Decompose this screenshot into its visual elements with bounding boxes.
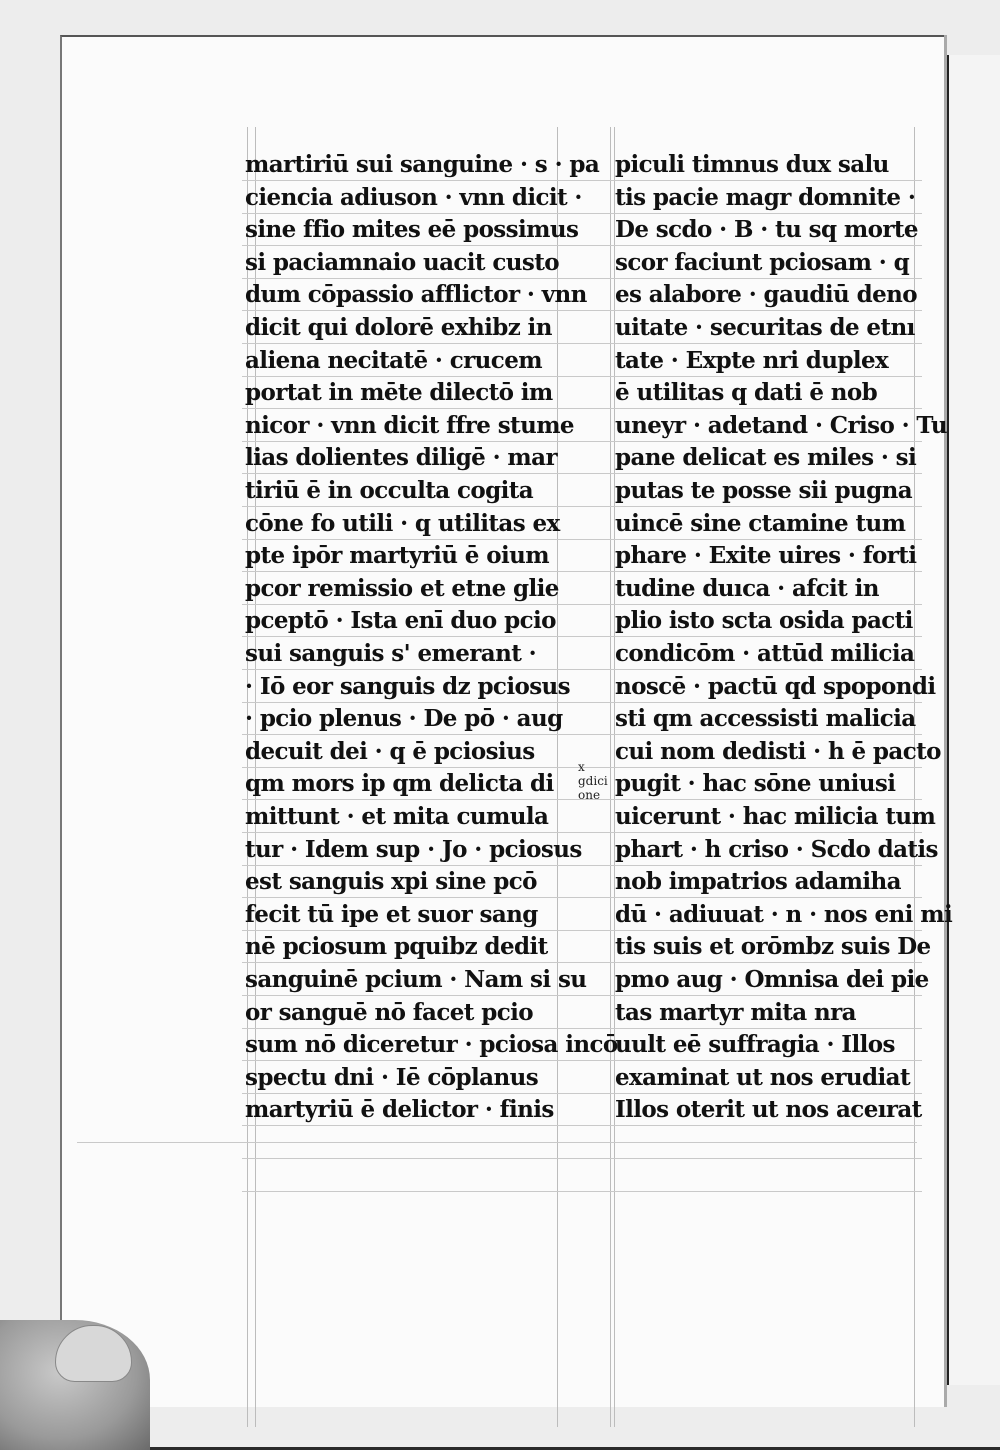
ruling-line-horizontal <box>242 1028 922 1029</box>
manuscript-line: lias dolientes diligē · mar <box>245 444 557 472</box>
manuscript-line: pte ipōr martyriū ē oium <box>245 542 549 570</box>
manuscript-line: condicōm · attūd milicia <box>615 640 915 667</box>
ruling-line-horizontal <box>242 669 922 670</box>
manuscript-line: dum cōpassio afflictor · vnn <box>245 281 587 309</box>
manuscript-line: dicit qui dolorē exhibz in <box>245 314 552 341</box>
ruling-line-horizontal <box>242 310 922 311</box>
manuscript-line: uicerunt · hac milicia tum <box>615 803 936 830</box>
manuscript-line: decuit dei · q ē pciosius <box>245 737 535 765</box>
manuscript-line: scor faciunt pciosam · q <box>615 248 910 276</box>
manuscript-line: nē pciosum pquibz dedit <box>245 933 548 961</box>
manuscript-line: phart · h criso · Scdo datis <box>615 835 938 863</box>
manuscript-line: spectu dni · Iē cōplanus <box>245 1063 539 1091</box>
ruling-line-horizontal <box>242 506 922 507</box>
manuscript-line: tur · Idem sup · Jo · pciosus <box>245 835 582 863</box>
manuscript-line: si paciamnaio uacit custo <box>245 248 560 276</box>
manuscript-line: aliena necitatē · crucem <box>245 346 542 374</box>
manuscript-line: tis suis et orōmbz suis De <box>615 933 931 961</box>
manuscript-line: ē utilitas q dati ē nob <box>615 379 878 407</box>
ruling-line-horizontal <box>242 1191 922 1192</box>
margin-note-line: one <box>578 788 601 802</box>
ruling-line-horizontal <box>242 1093 922 1094</box>
manuscript-line: tudine duıca · afcit in <box>615 574 879 602</box>
margin-note-line: gdici <box>578 774 608 788</box>
manuscript-line: nob impatrios adamiha <box>615 868 901 896</box>
manuscript-line: qm mors ip qm delicta di <box>245 770 554 798</box>
manuscript-line: uult eē suffragia · Illos <box>615 1031 895 1059</box>
manuscript-line: sti qm accessisti malicia <box>615 705 916 733</box>
ruling-line-horizontal <box>242 441 922 442</box>
ruling-line-horizontal <box>242 702 922 703</box>
manuscript-line: or sanguē nō facet pcio <box>245 998 533 1026</box>
manuscript-line: sui sanguis s' emerant · <box>245 640 537 667</box>
manuscript-line: putas te posse sii pugna <box>615 477 913 504</box>
manuscript-line: De scdo · B · tu sq morte <box>615 216 918 244</box>
ruling-line-horizontal <box>242 962 922 963</box>
manuscript-line: uitate · securitas de etnı <box>615 314 915 341</box>
ruling-line-horizontal <box>242 245 922 246</box>
page-gutter-line <box>947 55 949 1385</box>
ruling-line-horizontal <box>242 636 922 637</box>
manuscript-line: pceptō · Ista enī duo pcio <box>245 607 556 635</box>
manuscript-line: pcor remissio et etne glie <box>245 574 559 602</box>
manuscript-line: phare · Exite uires · forti <box>615 542 917 570</box>
manuscript-line: Illos oterit ut nos aceırat <box>615 1096 922 1124</box>
manuscript-line: · Iō eor sanguis dz pciosus <box>245 672 571 700</box>
ruling-line-horizontal <box>242 897 922 898</box>
ruling-line-horizontal <box>242 734 922 735</box>
ruling-line-horizontal <box>242 571 922 572</box>
ruling-line-horizontal <box>242 376 922 377</box>
margin-annotation <box>578 760 618 802</box>
manuscript-line: martiriū sui sanguine · s · pa <box>245 151 600 178</box>
ruling-line-horizontal <box>242 930 922 931</box>
manuscript-line: cōne fo utili · q utilitas ex <box>245 509 560 537</box>
ruling-line-horizontal <box>242 343 922 344</box>
ruling-line-horizontal <box>242 278 922 279</box>
manuscript-line: sum nō diceretur · pciosa incō <box>245 1031 618 1059</box>
manuscript-line: piculi timnus dux salu <box>615 151 889 178</box>
ruling-line-horizontal <box>242 1158 922 1159</box>
manuscript-line: fecit tū ipe et suor sang <box>245 900 538 928</box>
ruling-line-horizontal <box>242 995 922 996</box>
manuscript-line: tas martyr mita nra <box>615 998 856 1026</box>
manuscript-line: pane delicat es miles · si <box>615 444 917 472</box>
margin-note-line: x <box>578 760 585 774</box>
manuscript-line: plio isto scta osida pacti <box>615 607 913 635</box>
ruling-line-horizontal <box>242 832 922 833</box>
manuscript-line: cui nom dedisti · h ē pacto <box>615 737 941 765</box>
manuscript-line: pugit · hac sōne uniusi <box>615 770 896 798</box>
ruling-line-vertical <box>557 127 558 1427</box>
manuscript-line: sine ffio mites eē possimus <box>245 216 579 244</box>
manuscript-line: dū · adiuuat · n · nos eni mi <box>615 900 953 928</box>
ruling-line-horizontal <box>242 604 922 605</box>
manuscript-line: portat in mēte dilectō im <box>245 379 553 407</box>
ruling-line-horizontal <box>242 539 922 540</box>
manuscript-line: es alabore · gaudiū deno <box>615 281 917 309</box>
manuscript-line: est sanguis xpi sine pcō <box>245 868 537 896</box>
manuscript-line: noscē · pactū qd spopondi <box>615 672 936 700</box>
manuscript-line: uneyr · adetand · Criso · Tu <box>615 411 947 439</box>
manuscript-line: tis pacie magr domnite · <box>615 183 916 211</box>
manuscript-line: examinat ut nos erudiat <box>615 1063 910 1091</box>
manuscript-line: · pcio plenus · De pō · aug <box>245 705 563 733</box>
manuscript-line: tiriū ē in occulta cogita <box>245 477 534 504</box>
manuscript-line: mittunt · et mita cumula <box>245 803 549 830</box>
manuscript-line: uincē sine ctamine tum <box>615 509 906 537</box>
ruling-line-horizontal <box>242 213 922 214</box>
ruling-line-horizontal <box>242 1125 922 1126</box>
ruling-line-horizontal <box>242 180 922 181</box>
ruling-line-horizontal <box>77 1142 917 1143</box>
manuscript-line: pmo aug · Omnisa dei pie <box>615 966 929 993</box>
manuscript-line: nicor · vnn dicit ffre stume <box>245 411 574 439</box>
manuscript-line: ciencia adiuson · vnn dicit · <box>245 183 582 211</box>
manuscript-line: martyriū ē delictor · finis <box>245 1096 554 1124</box>
ruling-line-horizontal <box>242 865 922 866</box>
manuscript-line: tate · Expte nri duplex <box>615 346 889 374</box>
manuscript-line: sanguinē pcium · Nam si su <box>245 966 587 993</box>
ruling-line-horizontal <box>242 1060 922 1061</box>
ruling-line-horizontal <box>242 473 922 474</box>
ruling-line-horizontal <box>242 408 922 409</box>
